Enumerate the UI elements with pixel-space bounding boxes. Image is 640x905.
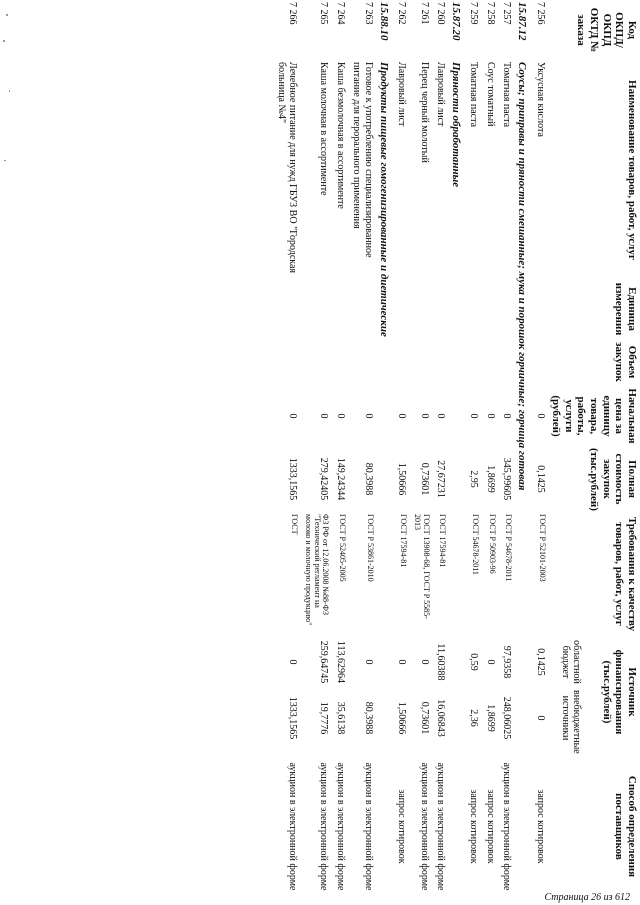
header-code: Код ОКПД/ ОКПД ОКТД № заказа: [575, 7, 638, 53]
item-unit: [482, 280, 499, 338]
item-volume: [499, 338, 516, 386]
section-title: Продукты пищевые гомогенизированные и диетические: [377, 62, 390, 337]
header-funding-external: внебюджетные источники: [559, 690, 583, 754]
order-number: 7 258: [484, 2, 496, 25]
item-unit-price: 0: [287, 413, 299, 419]
item-total-cost: 149,24344: [335, 457, 346, 501]
scan-speck: [6, 14, 8, 16]
item-regional-budget: 97,9358: [501, 645, 513, 679]
item-external-funds: 1,8699: [484, 704, 496, 732]
order-number: 7 266: [287, 2, 299, 25]
table-row: [482, 0, 499, 905]
item-method: аукцион в электронной форме: [287, 762, 299, 891]
item-unit-price: 0: [335, 413, 346, 419]
item-regional-budget: 11,60388: [435, 643, 447, 681]
section-row: [449, 0, 466, 905]
item-unit: [394, 280, 411, 338]
item-total-cost: 2,95: [468, 470, 480, 488]
table-row: [499, 0, 516, 905]
item-method: аукцион в электронной форме: [501, 762, 513, 891]
section-code: 15.87.12: [516, 2, 529, 41]
item-external-funds: 1333,1565: [287, 696, 299, 740]
table-row: [394, 0, 411, 905]
item-unit: [499, 280, 516, 338]
item-method: аукцион в электронной форме: [335, 762, 346, 891]
item-unit-price: 0: [318, 413, 330, 419]
header-total-cost: Полная стоимость закупок (тыс.рублей): [588, 448, 638, 511]
item-unit: [466, 280, 483, 338]
item-volume: [532, 338, 549, 386]
item-total-cost: 80,3988: [363, 462, 374, 496]
item-name: Лечебное питание для нужд ГБУЗ ВО "Городская больница №4": [275, 62, 299, 274]
item-regional-budget: 0,59: [468, 653, 480, 671]
item-method: аукцион в электронной форме: [363, 762, 374, 891]
item-unit-price: 0: [534, 413, 546, 419]
item-requirements: ГОСТ Р 50903-96: [487, 514, 497, 574]
item-regional-budget: 0,1425: [534, 648, 546, 676]
item-name: Каша безмолочная в ассортименте: [335, 62, 346, 209]
item-method: запрос котировок: [534, 789, 546, 864]
item-volume: [466, 338, 483, 386]
table-body: [273, 0, 548, 905]
table-row: [301, 0, 332, 905]
item-volume: [333, 338, 350, 386]
item-requirements: ГОСТ 17594-81: [399, 514, 409, 568]
item-total-cost: 279,42405: [318, 457, 330, 501]
item-regional-budget: 0: [418, 659, 430, 665]
item-method: запрос котировок: [484, 789, 496, 864]
item-name: Соус томатный: [484, 62, 496, 127]
item-unit: [532, 280, 549, 338]
item-name: Томатная паста: [468, 62, 480, 128]
item-regional-budget: 0: [396, 659, 408, 665]
section-row: [515, 0, 532, 905]
table-row: [466, 0, 483, 905]
item-unit: [333, 280, 350, 338]
item-total-cost: 345,99605: [501, 457, 513, 501]
item-external-funds: 0: [534, 715, 546, 721]
order-number: 7 261: [418, 2, 430, 25]
item-volume: [433, 338, 450, 386]
header-row: [584, 0, 640, 905]
item-unit: [410, 280, 433, 338]
item-volume: [301, 338, 332, 386]
item-unit: [273, 280, 301, 338]
item-regional-budget: 0: [287, 659, 299, 665]
item-name: Готовое к употреблению специализированное питание для перорального применения: [351, 62, 374, 258]
order-number: 7 265: [318, 2, 330, 25]
item-name: Лавровый лист: [396, 62, 408, 127]
item-external-funds: 80,3988: [363, 701, 374, 735]
item-unit-price: 0: [435, 413, 447, 419]
item-regional-budget: 259,64745: [318, 640, 330, 684]
item-regional-budget: 0: [363, 659, 374, 665]
item-regional-budget: 113,62964: [335, 640, 346, 684]
item-volume: [482, 338, 499, 386]
item-requirements: ГОСТ 54678-2011: [471, 514, 481, 575]
item-method: аукцион в электронной форме: [418, 762, 430, 891]
item-unit-price: 0: [418, 413, 430, 419]
table-row: [433, 0, 450, 905]
order-number: 7 264: [335, 2, 346, 25]
item-unit-price: 0: [501, 413, 513, 419]
item-volume: [273, 338, 301, 386]
item-unit: [433, 280, 450, 338]
item-unit-price: 0: [396, 413, 408, 419]
section-row: [377, 0, 394, 905]
item-method: аукцион в электронной форме: [318, 762, 330, 891]
header-name: Наименование товаров, работ, услуг: [626, 80, 638, 260]
order-number: 7 260: [435, 2, 447, 25]
item-unit: [301, 280, 332, 338]
item-external-funds: 248,06025: [501, 696, 513, 740]
order-number: 7 256: [534, 2, 546, 25]
item-external-funds: 2,36: [468, 709, 480, 727]
table-row: [333, 0, 350, 905]
item-name: Уксусная кислота: [534, 62, 546, 137]
page-footer: Страница 26 из 612: [544, 892, 630, 903]
scan-speck: [4, 160, 6, 161]
header-funding-regional: областной бюджет: [559, 640, 583, 684]
order-number: 7 263: [363, 2, 374, 25]
item-external-funds: 0,73601: [418, 701, 430, 735]
item-unit-price: 0: [468, 413, 480, 419]
item-requirements: ГОСТ 17594-81: [438, 514, 448, 568]
item-external-funds: 16,06843: [435, 699, 447, 737]
section-code: 15.88.10: [377, 2, 390, 41]
item-name: Томатная паста: [501, 62, 513, 128]
order-number: 7 262: [396, 2, 408, 25]
section-title: Соусы; приправы и пряности смешанные; мука и порошок горчичные; горчица готовая: [516, 62, 529, 491]
item-method: аукцион в электронной форме: [435, 762, 447, 891]
header-unit-price: Начальная цена за единицу товара, работы, услуги (рублей): [550, 388, 638, 444]
item-method: запрос котировок: [396, 789, 408, 864]
header-volume: Объем закупок: [613, 342, 638, 382]
item-total-cost: 1,50666: [396, 462, 408, 496]
item-unit-price: 0: [484, 413, 496, 419]
item-requirements: ГОСТ Р 54678-2011: [504, 514, 514, 582]
item-unit-price: 0: [363, 413, 374, 419]
item-requirements: ГОСТ 13908-68, ГОСТ Р 5585-2013: [412, 514, 431, 619]
item-regional-budget: 0: [484, 659, 496, 665]
section-code: 15.87.20: [449, 2, 462, 41]
item-name: Лавровый лист: [435, 62, 447, 127]
item-requirements: ГОСТ Р 52405-2005: [338, 514, 347, 582]
scan-speck: [3, 40, 5, 42]
item-total-cost: 0,1425: [534, 465, 546, 493]
header-requirements: Требования к качеству товаров, работ, услуг: [613, 516, 638, 632]
item-name: Каша молочная в ассортименте: [318, 62, 330, 196]
order-number: 7 259: [468, 2, 480, 25]
item-volume: [410, 338, 433, 386]
item-method: запрос котировок: [468, 789, 480, 864]
header-funding: Источник финансирования (тыс.рублей): [600, 649, 638, 735]
item-external-funds: 19,7776: [318, 701, 330, 735]
item-total-cost: 0,73601: [418, 462, 430, 496]
scan-speck: [9, 90, 10, 92]
procurement-table: [273, 0, 640, 905]
item-requirements: ГОСТ Р 53861-2010: [366, 514, 375, 582]
item-name: Перец черный молотый: [418, 62, 430, 163]
item-requirements: ГОСТ Р 52101-2003: [537, 514, 547, 582]
item-volume: [394, 338, 411, 386]
item-volume: [349, 338, 377, 386]
order-number: 7 257: [501, 2, 513, 25]
item-external-funds: 35,6138: [335, 701, 346, 735]
table-row: [410, 0, 433, 905]
item-total-cost: 1,8699: [484, 465, 496, 493]
table-row: [349, 0, 377, 905]
item-total-cost: 27,67231: [435, 460, 447, 498]
table-row: [532, 0, 549, 905]
item-total-cost: 1333,1565: [287, 457, 299, 501]
item-external-funds: 1,50666: [396, 701, 408, 735]
header-unit: Единица измерения: [613, 282, 638, 336]
header-method: Способ определения поставщиков: [613, 775, 638, 878]
item-requirements: ФЗ РФ от 12.06.2008 №88-ФЗ "Технический регламент на молоко и молочную продукцию": [303, 514, 331, 626]
item-unit: [349, 280, 377, 338]
section-title: Пряности обработанные: [449, 62, 462, 188]
table-row: [273, 0, 301, 905]
item-requirements: ГОСТ: [290, 514, 300, 535]
